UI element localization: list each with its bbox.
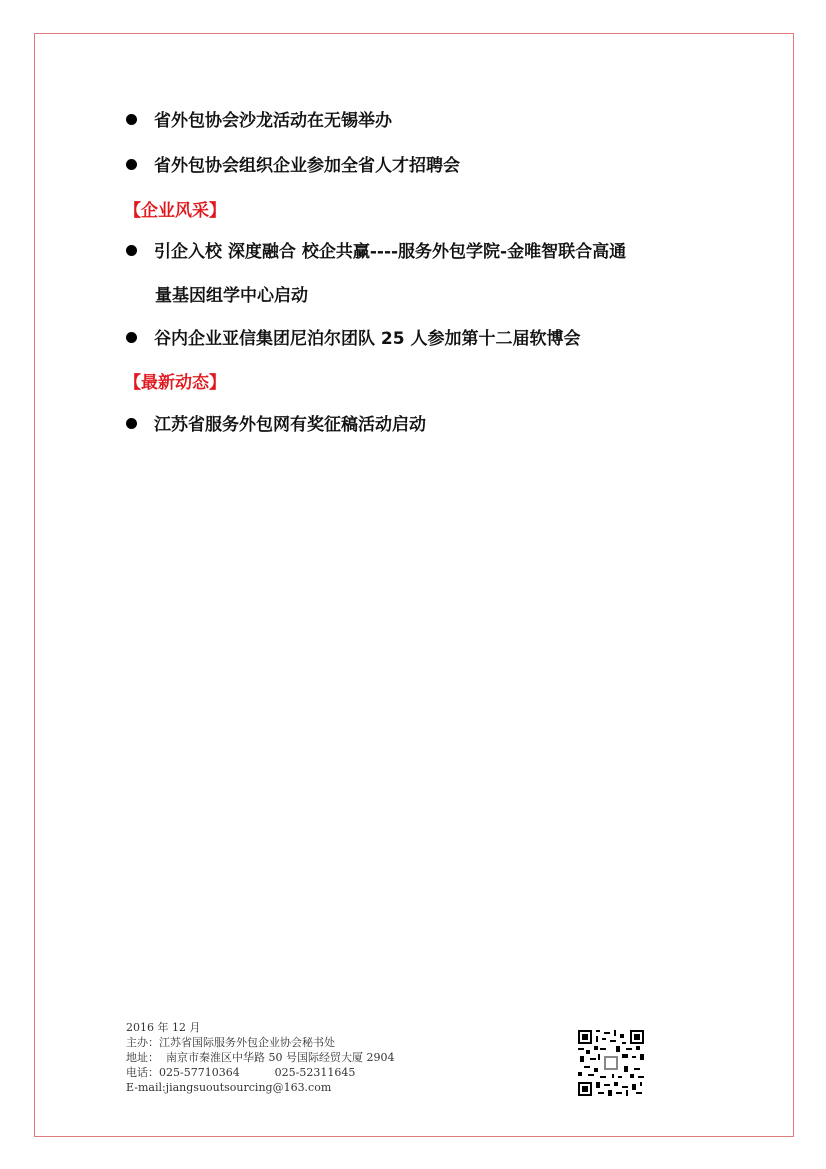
footer-address: 地址： 南京市秦淮区中华路 50 号国际经贸大厦 2904 <box>126 1051 395 1064</box>
bullet-icon <box>126 418 137 429</box>
item-text-continuation: 量基因组学中心启动 <box>155 286 308 306</box>
item-text: 引企入校 深度融合 校企共赢----服务外包学院-金唯智联合高通 <box>154 242 627 262</box>
bullet-icon <box>126 332 137 343</box>
section-heading-company: 【企业风采】 <box>124 201 226 221</box>
footer-date: 2016 年 12 月 <box>126 1021 201 1034</box>
list-item <box>126 328 581 350</box>
list-item <box>126 241 626 263</box>
item-text: 省外包协会沙龙活动在无锡举办 <box>154 111 392 131</box>
item-text: 省外包协会组织企业参加全省人才招聘会 <box>154 156 460 176</box>
footer-phone: 电话：025-57710364 025-52311645 <box>126 1066 356 1079</box>
page-border <box>34 33 794 1137</box>
bullet-icon <box>126 245 137 256</box>
bullet-icon <box>126 159 137 170</box>
footer <box>126 1020 394 1095</box>
list-item <box>126 155 460 177</box>
list-item <box>126 414 426 436</box>
item-text: 江苏省服务外包网有奖征稿活动启动 <box>154 415 426 435</box>
section-heading-news: 【最新动态】 <box>124 373 226 393</box>
footer-email: E-mail:jiangsuoutsourcing@163.com <box>126 1081 332 1094</box>
item-text: 谷内企业亚信集团尼泊尔团队 25 人参加第十二届软博会 <box>154 329 581 349</box>
bullet-icon <box>126 114 137 125</box>
list-item <box>126 110 392 132</box>
qr-code-icon <box>578 1030 644 1096</box>
footer-host: 主办：江苏省国际服务外包企业协会秘书处 <box>126 1036 335 1049</box>
